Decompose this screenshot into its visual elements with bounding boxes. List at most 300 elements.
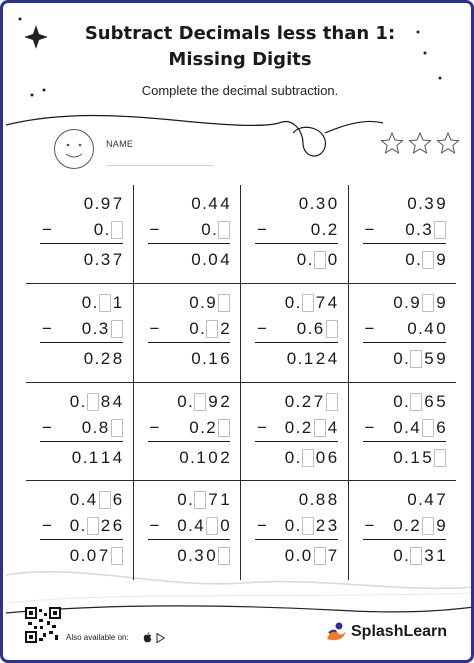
- digit: 3: [422, 220, 432, 239]
- digit: 8: [327, 490, 338, 510]
- digit: 0: [393, 391, 403, 411]
- difference: [83, 249, 124, 271]
- digit: 7: [98, 546, 109, 566]
- digit: 4: [327, 292, 338, 312]
- digit: 6: [327, 447, 338, 467]
- digit: 3: [98, 318, 109, 338]
- missing-digit-box[interactable]: [218, 547, 230, 565]
- digit: 0: [407, 318, 417, 338]
- difference: [404, 249, 447, 271]
- decimal-point: .: [92, 318, 98, 338]
- missing-digit-box[interactable]: [194, 491, 206, 509]
- minus-sign: −: [149, 318, 160, 338]
- subtraction-problem: [241, 185, 349, 284]
- subtrahend: [406, 318, 447, 340]
- minus-sign: −: [257, 220, 267, 239]
- digit: 0: [201, 220, 211, 239]
- minus-sign: −: [257, 417, 267, 437]
- minus-sign: −: [257, 516, 267, 536]
- digit: 4: [194, 516, 204, 536]
- decimal-point: .: [404, 348, 409, 368]
- decimal-point: .: [202, 348, 207, 368]
- digit: 7: [327, 546, 338, 566]
- digit: 3: [327, 516, 338, 536]
- subtrahend: [392, 515, 447, 537]
- decimal-point: .: [418, 194, 423, 213]
- name-label: NAME: [106, 139, 134, 149]
- missing-digit-box[interactable]: [410, 547, 422, 565]
- answer-line: [363, 342, 447, 343]
- digit: 0: [189, 292, 199, 312]
- digit: 3: [424, 546, 434, 566]
- name-write-line[interactable]: [106, 165, 214, 166]
- minuend: [81, 292, 124, 314]
- decimal-point: .: [188, 391, 193, 411]
- minus-sign: −: [257, 318, 267, 338]
- missing-digit-box[interactable]: [314, 251, 326, 269]
- minus-sign: −: [149, 516, 160, 536]
- digit: 7: [208, 490, 218, 510]
- digit: 0: [327, 250, 338, 269]
- missing-digit-box[interactable]: [434, 221, 446, 239]
- digit: 9: [436, 250, 446, 269]
- digit: 0: [284, 516, 295, 536]
- smiley-face-icon: [53, 128, 95, 170]
- minus-sign: −: [42, 417, 52, 437]
- decimal-point: .: [321, 220, 327, 239]
- digit: 9: [436, 194, 446, 213]
- digit: 5: [422, 447, 432, 467]
- qr-code-icon: [25, 607, 61, 643]
- missing-digit-box[interactable]: [218, 294, 230, 312]
- available-on-text: Also available on:: [66, 633, 129, 642]
- minus-sign: −: [364, 516, 375, 536]
- subtraction-problem: [241, 383, 349, 482]
- subtraction-problem: [134, 185, 242, 284]
- missing-digit-box[interactable]: [218, 419, 230, 437]
- subtrahend: [404, 219, 447, 241]
- decimal-point: .: [200, 417, 205, 437]
- google-play-icon[interactable]: [156, 633, 165, 643]
- minuend: [69, 489, 124, 511]
- subtrahend: [188, 318, 231, 340]
- minus-sign: −: [364, 318, 375, 338]
- digit: 2: [100, 348, 111, 368]
- missing-digit-box[interactable]: [111, 221, 123, 239]
- digit: 8: [112, 348, 123, 368]
- missing-digit-box[interactable]: [111, 547, 123, 565]
- minuend: [176, 489, 231, 511]
- decimal-point: .: [82, 447, 88, 467]
- subtraction-problem: [26, 185, 134, 284]
- subtrahend: [81, 417, 124, 439]
- minuend: [188, 292, 231, 314]
- digit: 9: [208, 391, 218, 411]
- digit: 0: [284, 447, 295, 467]
- digit: 0: [393, 292, 403, 312]
- decimal-point: .: [416, 250, 421, 269]
- missing-digit-box[interactable]: [422, 251, 434, 269]
- digit: 7: [313, 391, 324, 411]
- answer-line: [255, 539, 338, 540]
- missing-digit-box[interactable]: [326, 393, 338, 411]
- digit: 6: [313, 318, 324, 338]
- digit: 0: [286, 348, 297, 368]
- decimal-point: .: [295, 447, 301, 467]
- digit: 7: [315, 292, 326, 312]
- digit: 4: [410, 417, 420, 437]
- subtraction-problem: [241, 481, 349, 580]
- digit: 0: [177, 546, 187, 566]
- minuend: [392, 292, 447, 314]
- digit: 0: [69, 516, 80, 536]
- missing-digit-box[interactable]: [99, 294, 111, 312]
- digit: 0: [298, 490, 309, 510]
- missing-digit-box[interactable]: [302, 517, 314, 535]
- rating-stars-icon: [380, 131, 460, 157]
- decimal-point: .: [295, 516, 301, 536]
- missing-digit-box[interactable]: [422, 419, 434, 437]
- minus-sign: −: [364, 220, 375, 239]
- minus-sign: −: [42, 516, 52, 536]
- decimal-point: .: [202, 250, 207, 269]
- decimal-point: .: [94, 194, 100, 213]
- subtrahend: [188, 417, 231, 439]
- digit: 2: [315, 348, 326, 368]
- minuend: [83, 193, 124, 215]
- digit: 4: [112, 391, 123, 411]
- decimal-point: .: [295, 417, 301, 437]
- missing-digit-box[interactable]: [410, 350, 422, 368]
- difference: [392, 545, 447, 567]
- decimal-point: .: [295, 292, 301, 312]
- subtraction-problem: [26, 481, 134, 580]
- digit: 0: [86, 546, 97, 566]
- digit: 3: [194, 546, 204, 566]
- minus-sign: −: [149, 417, 160, 437]
- digit: 0: [298, 194, 309, 213]
- missing-digit-box[interactable]: [99, 491, 111, 509]
- decimal-point: .: [404, 516, 409, 536]
- digit: 4: [220, 194, 230, 213]
- decimal-point: .: [307, 250, 313, 269]
- subtrahend: [284, 417, 339, 439]
- digit: 8: [100, 391, 111, 411]
- missing-digit-box[interactable]: [218, 221, 230, 239]
- decimal-point: .: [188, 516, 193, 536]
- answer-line: [255, 441, 338, 442]
- digit: 0: [284, 417, 295, 437]
- digit: 0: [93, 220, 104, 239]
- digit: 2: [220, 318, 230, 338]
- digit: 7: [112, 250, 123, 269]
- decimal-point: .: [94, 250, 100, 269]
- subtrahend: [392, 417, 447, 439]
- digit: 3: [100, 250, 111, 269]
- decimal-point: .: [212, 220, 217, 239]
- difference: [190, 348, 231, 370]
- digit: 4: [208, 194, 218, 213]
- decimal-point: .: [404, 546, 409, 566]
- digit: 6: [424, 391, 434, 411]
- minus-sign: −: [42, 220, 52, 239]
- digit: 4: [424, 490, 434, 510]
- digit: 0: [81, 292, 92, 312]
- difference: [296, 249, 339, 271]
- digit: 0: [393, 417, 403, 437]
- digit: 0: [284, 391, 295, 411]
- subtrahend: [176, 515, 231, 537]
- digit: 4: [327, 417, 338, 437]
- digit: 0: [405, 220, 415, 239]
- decimal-point: .: [92, 292, 98, 312]
- subtrahend: [310, 219, 339, 241]
- digit: 2: [206, 417, 216, 437]
- decimal-point: .: [418, 490, 423, 510]
- answer-line: [148, 243, 231, 244]
- difference: [286, 348, 339, 370]
- difference: [83, 348, 124, 370]
- subtraction-problem: [349, 383, 457, 482]
- missing-digit-box[interactable]: [194, 393, 206, 411]
- worksheet-title-line-2: Missing Digits: [168, 49, 312, 70]
- answer-line: [40, 342, 123, 343]
- digit: 0: [296, 318, 307, 338]
- missing-digit-box[interactable]: [111, 320, 123, 338]
- digit: 2: [301, 391, 312, 411]
- digit: 0: [315, 447, 326, 467]
- decimal-point: .: [202, 194, 207, 213]
- digit: 0: [177, 516, 187, 536]
- decimal-point: .: [297, 348, 303, 368]
- digit: 8: [98, 417, 109, 437]
- digit: 0: [393, 516, 403, 536]
- digit: 1: [208, 348, 218, 368]
- minuend: [190, 193, 231, 215]
- digit: 6: [436, 417, 446, 437]
- digit: 0: [69, 391, 80, 411]
- digit: 0: [191, 250, 201, 269]
- decimal-point: .: [104, 220, 110, 239]
- digit: 0: [310, 220, 321, 239]
- decimal-point: .: [309, 194, 315, 213]
- minus-sign: −: [149, 220, 160, 239]
- digit: 9: [410, 292, 420, 312]
- answer-line: [40, 539, 123, 540]
- decimal-point: .: [295, 546, 301, 566]
- digit: 0: [81, 417, 92, 437]
- digit: 0: [405, 250, 415, 269]
- decimal-point: .: [80, 516, 86, 536]
- digit: 0: [177, 490, 187, 510]
- digit: 0: [189, 318, 199, 338]
- digit: 4: [220, 250, 230, 269]
- subtraction-problem: [349, 481, 457, 580]
- missing-digit-box[interactable]: [206, 517, 218, 535]
- missing-digit-box[interactable]: [314, 547, 326, 565]
- digit: 4: [112, 447, 123, 467]
- digit: 6: [112, 490, 123, 510]
- digit: 0: [407, 194, 417, 213]
- decimal-point: .: [80, 546, 86, 566]
- difference: [176, 545, 231, 567]
- decimal-point: .: [404, 417, 409, 437]
- missing-digit-box[interactable]: [87, 517, 99, 535]
- digit: 2: [410, 516, 420, 536]
- minuend: [298, 193, 339, 215]
- digit: 9: [206, 292, 216, 312]
- digit: 2: [315, 516, 326, 536]
- subtrahend: [284, 515, 339, 537]
- instruction-text: Complete the decimal subtraction.: [141, 83, 339, 98]
- decimal-point: .: [200, 292, 205, 312]
- digit: 0: [177, 391, 187, 411]
- digit: 5: [436, 391, 446, 411]
- answer-line: [148, 342, 231, 343]
- digit: 0: [407, 490, 417, 510]
- digit: 1: [410, 447, 420, 467]
- digit: 6: [112, 516, 123, 536]
- digit: 1: [112, 292, 123, 312]
- answer-line: [363, 539, 447, 540]
- difference: [392, 447, 447, 469]
- answer-line: [148, 441, 231, 442]
- subtrahend: [93, 219, 124, 241]
- digit: 7: [112, 194, 123, 213]
- decimal-point: .: [295, 391, 301, 411]
- digit: 9: [436, 348, 446, 368]
- digit: 1: [88, 447, 99, 467]
- digit: 4: [327, 348, 338, 368]
- problems-grid: [26, 185, 456, 580]
- subtraction-problem: [134, 284, 242, 383]
- missing-digit-box[interactable]: [422, 517, 434, 535]
- digit: 9: [436, 292, 446, 312]
- missing-digit-box[interactable]: [206, 320, 218, 338]
- digit: 1: [436, 546, 446, 566]
- digit: 0: [393, 546, 403, 566]
- answer-line: [40, 243, 123, 244]
- difference: [178, 447, 231, 469]
- subtraction-problem: [349, 284, 457, 383]
- minuend: [284, 391, 339, 413]
- subtrahend: [200, 219, 231, 241]
- decimal-point: .: [92, 417, 98, 437]
- digit: 4: [424, 318, 434, 338]
- minus-sign: −: [42, 318, 52, 338]
- decimal-point: .: [416, 220, 421, 239]
- digit: 7: [436, 490, 446, 510]
- digit: 6: [220, 348, 230, 368]
- missing-digit-box[interactable]: [434, 449, 446, 467]
- answer-line: [363, 243, 447, 244]
- digit: 0: [69, 546, 80, 566]
- decimal-point: .: [200, 318, 205, 338]
- digit: 3: [424, 194, 434, 213]
- missing-digit-box[interactable]: [302, 449, 314, 467]
- missing-digit-box[interactable]: [410, 393, 422, 411]
- subtraction-problem: [134, 383, 242, 482]
- digit: 1: [100, 447, 111, 467]
- missing-digit-box[interactable]: [422, 294, 434, 312]
- subtraction-problem: [134, 481, 242, 580]
- digit: 0: [83, 194, 94, 213]
- splashlearn-logo-icon: [325, 621, 347, 643]
- digit: 0: [436, 318, 446, 338]
- digit: 2: [301, 417, 312, 437]
- digit: 0: [284, 292, 295, 312]
- decimal-point: .: [404, 391, 409, 411]
- decimal-point: .: [188, 490, 193, 510]
- digit: 0: [284, 546, 295, 566]
- difference: [190, 249, 231, 271]
- digit: 1: [220, 490, 230, 510]
- difference: [71, 447, 124, 469]
- decimal-point: .: [307, 318, 313, 338]
- digit: 0: [191, 348, 201, 368]
- digit: 2: [327, 220, 338, 239]
- apple-store-icon[interactable]: [143, 632, 152, 643]
- digit: 0: [189, 417, 199, 437]
- minuend: [176, 391, 231, 413]
- missing-digit-box[interactable]: [326, 320, 338, 338]
- digit: 0: [208, 447, 218, 467]
- minuend: [284, 292, 339, 314]
- subtraction-problem: [241, 284, 349, 383]
- decimal-point: .: [188, 546, 193, 566]
- minus-sign: −: [364, 417, 375, 437]
- minuend: [298, 489, 339, 511]
- decimal-point: .: [80, 490, 86, 510]
- digit: 0: [83, 250, 94, 269]
- digit: 0: [83, 348, 94, 368]
- digit: 0: [208, 250, 218, 269]
- digit: 0: [301, 546, 312, 566]
- subtrahend: [296, 318, 339, 340]
- difference: [284, 447, 339, 469]
- digit: 3: [315, 194, 326, 213]
- digit: 0: [179, 447, 189, 467]
- answer-line: [40, 441, 123, 442]
- answer-line: [363, 441, 447, 442]
- digit: 4: [86, 490, 97, 510]
- digit: 1: [303, 348, 314, 368]
- splashlearn-logo-text: SplashLearn: [351, 623, 448, 640]
- digit: 0: [296, 250, 307, 269]
- digit: 9: [436, 516, 446, 536]
- minuend: [406, 193, 447, 215]
- digit: 0: [81, 318, 92, 338]
- missing-digit-box[interactable]: [302, 294, 314, 312]
- missing-digit-box[interactable]: [87, 393, 99, 411]
- decimal-point: .: [418, 318, 423, 338]
- difference: [392, 348, 447, 370]
- digit: 9: [100, 194, 111, 213]
- subtraction-problem: [349, 185, 457, 284]
- minuend: [392, 391, 447, 413]
- answer-line: [148, 539, 231, 540]
- missing-digit-box[interactable]: [314, 419, 326, 437]
- minuend: [406, 489, 447, 511]
- digit: 0: [206, 546, 216, 566]
- digit: 2: [220, 391, 230, 411]
- digit: 5: [424, 348, 434, 368]
- subtraction-problem: [26, 284, 134, 383]
- missing-digit-box[interactable]: [111, 419, 123, 437]
- digit: 0: [393, 348, 403, 368]
- answer-line: [255, 342, 338, 343]
- subtraction-problem: [26, 383, 134, 482]
